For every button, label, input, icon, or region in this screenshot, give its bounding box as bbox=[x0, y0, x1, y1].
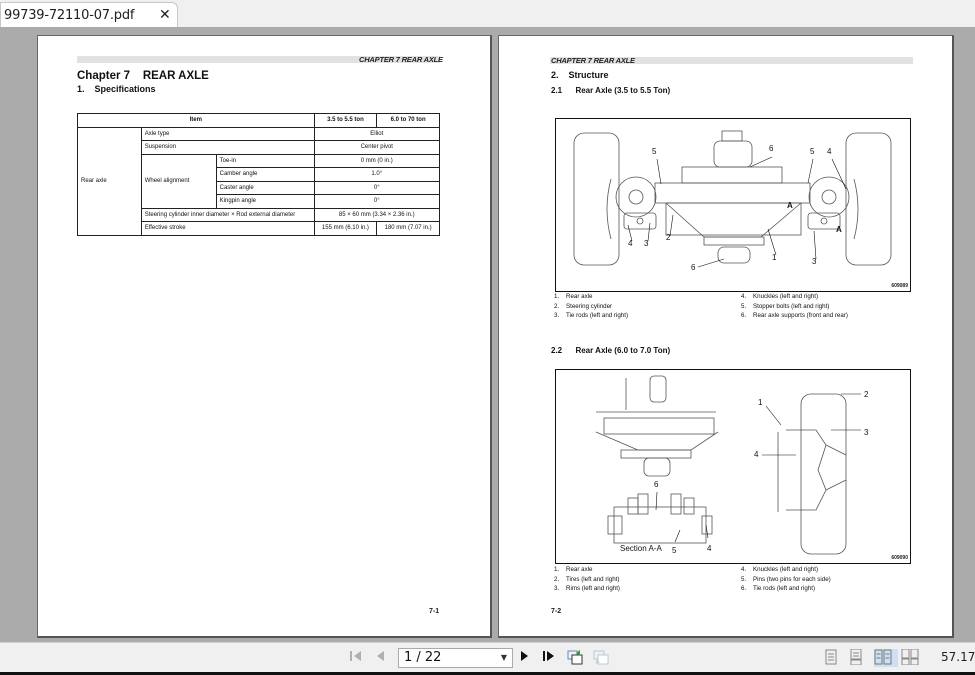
legend-text: Steering cylinder bbox=[566, 302, 613, 310]
row-sublabel: Caster angle bbox=[216, 181, 314, 195]
row-value: Elliot bbox=[314, 127, 439, 141]
legend-number: 4. bbox=[741, 293, 747, 300]
callout-6: 6 bbox=[769, 144, 774, 153]
page-number: 7-2 bbox=[551, 608, 562, 615]
page-number: 7-1 bbox=[429, 608, 440, 615]
callout-3: 3 bbox=[864, 428, 869, 437]
row-value: 85 × 60 mm (3.34 × 2.36 in.) bbox=[314, 208, 439, 222]
row-value: 0° bbox=[314, 195, 439, 209]
dropdown-arrow-icon: ▼ bbox=[500, 653, 507, 662]
row-label: Axle type bbox=[141, 127, 314, 141]
tab-title: 99739-72110-07.pdf bbox=[4, 7, 135, 23]
next-page-button[interactable] bbox=[516, 649, 536, 667]
legend-text: Stopper bolts (left and right) bbox=[753, 302, 830, 310]
tab-bar bbox=[0, 0, 975, 27]
header-col-a: 3.5 to 5.5 ton bbox=[314, 114, 377, 128]
running-header: CHAPTER 7 REAR AXLE bbox=[551, 56, 635, 65]
section-label: Section A-A bbox=[620, 544, 662, 553]
callout-5: 5 bbox=[652, 147, 657, 156]
section-title: 2. Structure bbox=[551, 70, 609, 80]
subsection-title: 2.1 Rear Axle (3.5 to 5.5 Ton) bbox=[551, 86, 671, 95]
legend-number: 1. bbox=[554, 566, 560, 573]
section-title: 1. Specifications bbox=[77, 84, 156, 94]
document-tab[interactable] bbox=[0, 2, 178, 27]
group-label: Rear axle bbox=[78, 127, 142, 235]
legend-number: 3. bbox=[554, 312, 560, 319]
figure-rear-axle-6-0-ton bbox=[555, 369, 911, 564]
row-label: Effective stroke bbox=[141, 222, 314, 236]
figure-code: 609090 bbox=[891, 555, 908, 561]
callout-6: 6 bbox=[691, 263, 696, 272]
callout-2: 2 bbox=[666, 233, 671, 242]
page-selector[interactable] bbox=[398, 648, 513, 668]
facing-pages-icon bbox=[874, 649, 892, 665]
legend-text: Tie rods (left and right) bbox=[753, 585, 816, 592]
navigation-toolbar bbox=[0, 642, 975, 672]
rear-axle-drawing bbox=[556, 119, 912, 293]
go-back-button[interactable] bbox=[566, 649, 586, 667]
callout-6: 6 bbox=[654, 480, 659, 489]
callout-5: 5 bbox=[672, 546, 677, 555]
first-page-icon bbox=[348, 649, 364, 663]
row-value: 0 mm (0 in.) bbox=[314, 154, 439, 168]
callout-3: 3 bbox=[644, 239, 649, 248]
rear-axle-section-drawing bbox=[556, 370, 912, 565]
figure1-legend-right bbox=[741, 293, 921, 322]
legend-text: Rear axle bbox=[566, 293, 593, 300]
legend-number: 3. bbox=[554, 585, 560, 592]
continuous-page-icon bbox=[849, 649, 863, 665]
subsection-title: 2.2 Rear Axle (6.0 to 7.0 Ton) bbox=[551, 346, 671, 355]
row-label: Suspension bbox=[141, 141, 314, 155]
row-value: 0° bbox=[314, 181, 439, 195]
legend-number: 5. bbox=[741, 302, 747, 310]
callout-A: A bbox=[787, 201, 793, 210]
continuous-view-button[interactable] bbox=[849, 649, 869, 667]
callout-4: 4 bbox=[754, 450, 759, 459]
legend-text: Pins (two pins for each side) bbox=[753, 575, 831, 583]
callout-5: 5 bbox=[810, 147, 815, 156]
row-value: 1.0° bbox=[314, 168, 439, 182]
zoom-level[interactable]: 57.17 bbox=[941, 650, 975, 664]
legend-number: 6. bbox=[741, 312, 747, 319]
legend-text: Rear axle bbox=[566, 566, 593, 573]
table-header-row bbox=[78, 114, 440, 128]
figure1-legend-left bbox=[554, 293, 734, 322]
row-value: 155 mm (6.10 in.) bbox=[314, 222, 377, 236]
legend-number: 4. bbox=[741, 566, 747, 573]
figure2-legend-right bbox=[741, 566, 921, 595]
callout-4: 4 bbox=[827, 147, 832, 156]
single-page-icon bbox=[824, 649, 838, 665]
legend-text: Tie rods (left and right) bbox=[566, 312, 629, 319]
callout-3: 3 bbox=[812, 257, 817, 266]
document-viewer[interactable] bbox=[0, 27, 975, 642]
go-back-icon bbox=[566, 649, 584, 665]
close-icon[interactable]: ✕ bbox=[159, 6, 171, 22]
single-page-view-button[interactable] bbox=[824, 649, 844, 667]
last-page-button[interactable] bbox=[540, 649, 560, 667]
table-row bbox=[78, 127, 440, 141]
row-sublabel: Camber angle bbox=[216, 168, 314, 182]
row-value: Center pivot bbox=[314, 141, 439, 155]
page-7-2 bbox=[498, 35, 954, 638]
row-value: 180 mm (7.07 in.) bbox=[377, 222, 440, 236]
callout-4: 4 bbox=[707, 544, 712, 553]
legend-text: Rear axle supports (front and rear) bbox=[753, 312, 848, 319]
first-page-button[interactable] bbox=[348, 649, 368, 667]
go-forward-button[interactable] bbox=[592, 649, 612, 667]
running-header: CHAPTER 7 REAR AXLE bbox=[359, 55, 443, 64]
continuous-facing-icon bbox=[901, 649, 919, 665]
previous-page-button[interactable] bbox=[373, 649, 393, 667]
legend-text: Knuckles (left and right) bbox=[753, 293, 818, 300]
legend-number: 2. bbox=[554, 302, 560, 310]
legend-text: Knuckles (left and right) bbox=[753, 566, 818, 573]
last-page-icon bbox=[540, 649, 556, 663]
figure-code: 609089 bbox=[891, 283, 908, 289]
callout-A: A bbox=[836, 225, 842, 234]
figure2-legend-left bbox=[554, 566, 734, 595]
continuous-facing-view-button[interactable] bbox=[901, 649, 921, 667]
go-forward-icon bbox=[592, 649, 610, 665]
previous-page-icon bbox=[373, 649, 389, 663]
row-sublabel: Kingpin angle bbox=[216, 195, 314, 209]
callout-2: 2 bbox=[864, 390, 869, 399]
row-sublabel: Toe-in bbox=[216, 154, 314, 168]
legend-text: Tires (left and right) bbox=[566, 575, 620, 583]
legend-number: 1. bbox=[554, 293, 560, 300]
next-page-icon bbox=[516, 649, 532, 663]
legend-number: 6. bbox=[741, 585, 747, 592]
chapter-title: Chapter 7 REAR AXLE bbox=[77, 70, 209, 82]
legend-text: Rims (left and right) bbox=[566, 585, 620, 592]
page-7-1 bbox=[37, 35, 492, 638]
callout-4: 4 bbox=[628, 239, 633, 248]
header-col-b: 6.0 to 70 ton bbox=[377, 114, 440, 128]
specifications-table bbox=[77, 113, 440, 236]
legend-number: 5. bbox=[741, 575, 747, 583]
figure-rear-axle-3-5-ton bbox=[555, 118, 911, 292]
legend-number: 2. bbox=[554, 575, 560, 583]
header-item: Item bbox=[78, 114, 315, 128]
callout-1: 1 bbox=[758, 398, 763, 407]
callout-1: 1 bbox=[772, 253, 777, 262]
row-label: Steering cylinder inner diameter × Rod external diameter bbox=[141, 208, 314, 222]
row-label: Wheel alignment bbox=[141, 154, 216, 208]
facing-pages-view-button[interactable] bbox=[874, 649, 898, 667]
page-indicator: 1 / 22 bbox=[404, 650, 442, 665]
